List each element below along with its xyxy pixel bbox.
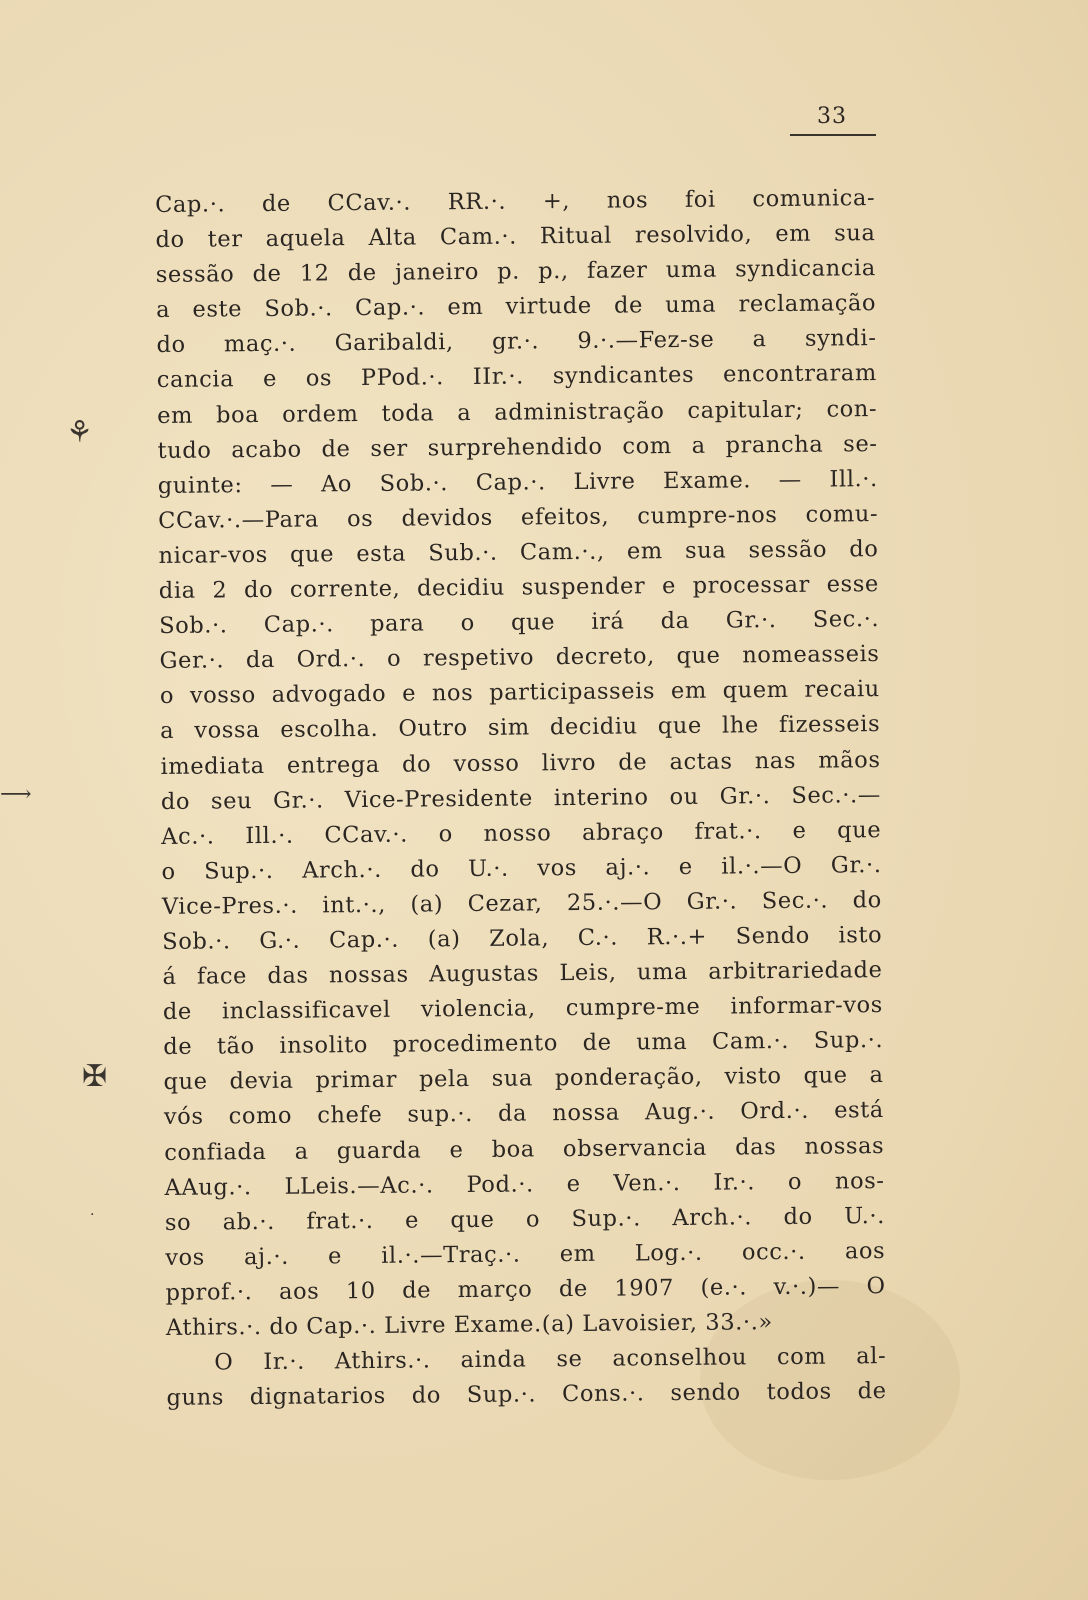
text-line: Ger.·. da Ord.·. o respetivo decreto, que nomeasseis: [159, 641, 880, 675]
margin-dot: ·: [90, 1207, 95, 1223]
text-line: de tão insolito procedimento de uma Cam.·. Sup.·.: [163, 1027, 884, 1061]
text-line: guns dignatarios do Sup.·. Cons.·. sendo todos de: [166, 1378, 887, 1412]
page-number-rule: [790, 134, 876, 136]
margin-pen-stroke: ⟶: [0, 782, 32, 807]
text-line: pprof.·. aos 10 de março de 1907 (e.·. v.·.)— O: [165, 1272, 886, 1306]
text-line: confiada a guarda e boa observancia das nossas: [164, 1132, 885, 1166]
text-line: vós como chefe sup.·. da nossa Aug.·. Ord.·. está: [163, 1097, 885, 1131]
text-line: Athirs.·. do Cap.·. Livre Exame.(a) Lavoisier, 33.·.»: [165, 1309, 773, 1341]
text-line: nicar-vos que esta Sub.·. Cam.·., em sua sessão do: [158, 536, 879, 569]
text-line: imediata entrega do vosso livro de actas nas mãos: [160, 746, 881, 780]
text-line: dia 2 do corrente, decidiu suspender e processar esse: [158, 571, 879, 605]
text-line: o Sup.·. Arch.·. do U.·. vos aj.·. e il.·.—O Gr.·.: [161, 851, 882, 885]
text-line: de inclassificavel violencia, cumpre-me informar-vos: [162, 992, 884, 1026]
margin-ink-mark: ✠: [82, 1059, 108, 1094]
text-line: Sob.·. G.·. Cap.·. (a) Zola, C.·. R.·.+ Sendo isto: [162, 922, 883, 955]
text-line: CCav.·.—Para os devidos efeitos, cumpre-nos comu-: [158, 500, 879, 534]
text-line: a vossa escolha. Outro sim decidiu que lhe fizesseis: [160, 711, 881, 745]
text-line: que devia primar pela sua ponderação, visto que a: [163, 1062, 884, 1096]
text-line: guinte: — Ao Sob.·. Cap.·. Livre Exame. — Ill.·.: [157, 465, 878, 499]
page-body-text: [155, 181, 887, 1416]
text-line: Cap.·. de CCav.·. RR.·. +, nos foi comunica-: [155, 185, 876, 218]
text-line-paragraph-start: O Ir.·. Athirs.·. ainda se aconselhou com al-: [214, 1343, 887, 1376]
text-line: tudo acabo de ser surprehendido com a prancha se-: [157, 430, 878, 464]
text-line: so ab.·. frat.·. e que o Sup.·. Arch.·. do U.·.: [164, 1202, 886, 1236]
margin-ink-mark: ⚘: [66, 415, 93, 450]
text-line: sessão de 12 de janeiro p. p., fazer uma syndicancia: [155, 255, 876, 289]
text-line: a este Sob.·. Cap.·. em virtude de uma reclamação: [156, 290, 877, 324]
text-line: Vice-Pres.·. int.·., (a) Cezar, 25.·.—O Gr.·. Sec.·. do: [161, 886, 882, 920]
text-line: cancia e os PPod.·. IIr.·. syndicantes encontraram: [156, 360, 877, 394]
text-line: á face das nossas Augustas Leis, uma arbitrariedade: [162, 957, 883, 991]
page-number: 33: [817, 104, 847, 129]
text-line: o vosso advogado e nos participasseis em quem recaiu: [159, 676, 880, 710]
text-line: do maç.·. Garibaldi, gr.·. 9.·.—Fez-se a syndi-: [156, 325, 877, 359]
text-line: AAug.·. LLeis.—Ac.·. Pod.·. e Ven.·. Ir.·. o nos-: [164, 1167, 885, 1201]
text-line: do seu Gr.·. Vice-Presidente interino ou Gr.·. Sec.·.—: [160, 781, 881, 815]
text-line: Ac.·. Ill.·. CCav.·. o nosso abraço frat.·. e que: [161, 816, 882, 850]
text-line: vos aj.·. e il.·.—Traç.·. em Log.·. occ.·. aos: [165, 1237, 886, 1271]
text-line: do ter aquela Alta Cam.·. Ritual resolvido, em sua: [155, 220, 876, 254]
text-line: em boa ordem toda a administração capitular; con-: [157, 395, 878, 429]
text-line: Sob.·. Cap.·. para o que irá da Gr.·. Sec.·.: [159, 606, 880, 640]
